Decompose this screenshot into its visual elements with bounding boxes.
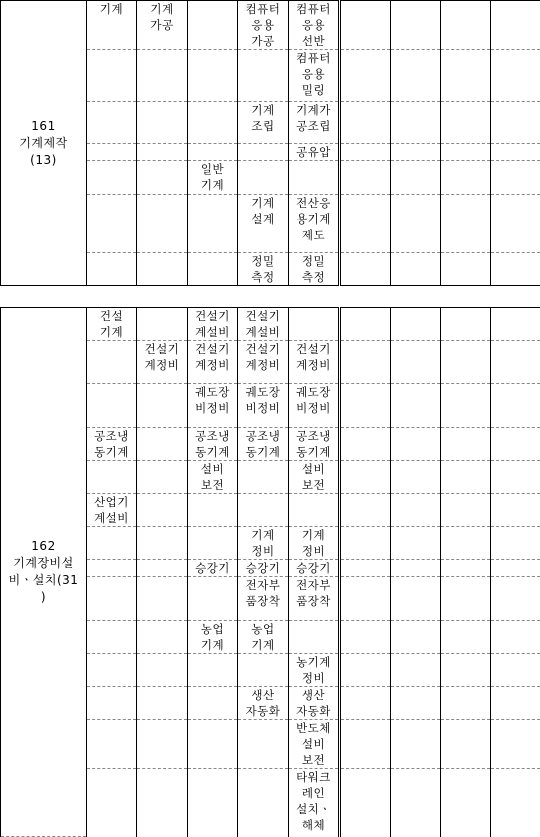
table-cell xyxy=(188,527,238,560)
table-cell xyxy=(188,494,238,527)
table-cell xyxy=(340,50,391,102)
table-cell xyxy=(289,577,340,621)
table-cell xyxy=(188,769,238,837)
cell-text: 공조냉 동기계 xyxy=(238,428,288,460)
table-cell xyxy=(441,144,491,161)
table-cell xyxy=(137,161,188,195)
cell-text: 궤도장 비정비 xyxy=(238,384,288,416)
table-cell xyxy=(87,621,137,654)
table-cell xyxy=(289,769,340,837)
cell-text: 공유압 xyxy=(289,144,338,160)
table-cell xyxy=(188,720,238,769)
table-cell xyxy=(289,687,340,720)
table-cell xyxy=(491,144,540,161)
table-cell xyxy=(491,461,540,494)
table-cell xyxy=(188,341,238,384)
table-cell xyxy=(340,102,391,144)
table-cell xyxy=(137,527,188,560)
table-cell xyxy=(340,494,391,527)
cell-text: 공조냉 동기계 xyxy=(289,428,338,460)
table-cell xyxy=(137,308,188,341)
table-cell xyxy=(491,577,540,621)
table-cell xyxy=(238,654,289,687)
table-cell xyxy=(441,560,491,577)
table-cell xyxy=(391,621,441,654)
category-label: 162 기계장비설 비ㆍ설치(31 ) xyxy=(1,538,86,606)
table-cell xyxy=(289,253,340,286)
table-cell xyxy=(441,1,491,50)
table-cell xyxy=(441,50,491,102)
table-cell xyxy=(188,144,238,161)
cell-text: 기계 정비 xyxy=(238,527,288,559)
cell-text: 생산 자동화 xyxy=(289,687,338,719)
table-cell xyxy=(441,102,491,144)
table-cell xyxy=(238,161,289,195)
table-cell xyxy=(441,461,491,494)
table-cell xyxy=(340,341,391,384)
table-cell xyxy=(188,654,238,687)
table-cell xyxy=(87,161,137,195)
table-cell xyxy=(87,253,137,286)
table-cell xyxy=(491,308,540,341)
table-cell xyxy=(87,1,137,50)
table-cell xyxy=(391,720,441,769)
table-cell xyxy=(491,527,540,560)
table-cell xyxy=(87,769,137,837)
table-cell xyxy=(87,341,137,384)
table-cell xyxy=(441,428,491,461)
cell-text: 건설기 계설비 xyxy=(238,308,288,340)
table-cell xyxy=(491,621,540,654)
category-label: 161 기계제작 (13) xyxy=(1,118,86,169)
table-cell xyxy=(87,527,137,560)
table-cell xyxy=(391,161,441,195)
table-cell xyxy=(87,144,137,161)
cell-text: 승강기 xyxy=(188,560,237,576)
table-cell xyxy=(188,253,238,286)
cell-text: 기계 설계 xyxy=(238,195,288,227)
table-cell xyxy=(340,308,391,341)
table-cell xyxy=(441,621,491,654)
table-cell xyxy=(188,577,238,621)
table-cell xyxy=(391,769,441,837)
table-cell xyxy=(391,195,441,253)
table-cell xyxy=(441,527,491,560)
table-cell xyxy=(238,527,289,560)
table-cell xyxy=(289,50,340,102)
table-cell xyxy=(87,384,137,428)
table-cell xyxy=(491,687,540,720)
table-cell xyxy=(289,494,340,527)
table-cell xyxy=(491,560,540,577)
table-cell xyxy=(137,341,188,384)
table-cell xyxy=(238,769,289,837)
table-cell xyxy=(87,428,137,461)
table-cell xyxy=(391,687,441,720)
table-cell xyxy=(238,621,289,654)
table-cell xyxy=(238,1,289,50)
table-cell xyxy=(391,341,441,384)
table-cell xyxy=(137,253,188,286)
table-cell xyxy=(188,50,238,102)
cell-text: 컴퓨터 응용 밀링 xyxy=(289,50,338,98)
table-cell xyxy=(289,308,340,341)
cell-text: 농기계 정비 xyxy=(289,654,338,686)
cell-text: 정밀 측정 xyxy=(289,253,338,285)
table-cell xyxy=(340,384,391,428)
cell-text: 설비 보전 xyxy=(188,461,237,493)
table-cell xyxy=(137,428,188,461)
table-cell xyxy=(289,560,340,577)
table-cell xyxy=(441,720,491,769)
table-cell xyxy=(238,253,289,286)
table-cell xyxy=(441,341,491,384)
cell-text: 건설기 계정비 xyxy=(137,341,187,373)
cell-text: 공조냉 동기계 xyxy=(188,428,237,460)
table-cell xyxy=(491,102,540,144)
table-cell xyxy=(391,494,441,527)
cell-text: 공조냉 동기계 xyxy=(87,428,136,460)
table-cell xyxy=(340,144,391,161)
table-cell xyxy=(491,769,540,837)
cell-text: 승강기 xyxy=(238,560,288,576)
table-cell xyxy=(137,50,188,102)
table-cell xyxy=(238,428,289,461)
table-cell xyxy=(238,144,289,161)
table-cell xyxy=(391,308,441,341)
table-cell xyxy=(188,560,238,577)
table-cell xyxy=(340,560,391,577)
cell-text: 전자부 품장착 xyxy=(289,577,338,609)
table-cell xyxy=(391,560,441,577)
cell-text: 농업 기계 xyxy=(188,621,237,653)
table-cell xyxy=(289,428,340,461)
table-cell xyxy=(137,687,188,720)
table-cell xyxy=(391,50,441,102)
table-cell xyxy=(188,102,238,144)
table-cell xyxy=(188,161,238,195)
cell-text: 설비 보전 xyxy=(289,461,338,493)
table-cell xyxy=(491,1,540,50)
table-cell xyxy=(491,195,540,253)
table-cell xyxy=(289,720,340,769)
table-cell xyxy=(441,308,491,341)
cell-text: 건설기 계정비 xyxy=(238,341,288,373)
table-cell xyxy=(137,1,188,50)
table-cell xyxy=(87,687,137,720)
table-cell xyxy=(340,577,391,621)
cell-text: 건설기 계정비 xyxy=(188,341,237,373)
table-cell xyxy=(137,769,188,837)
table-cell xyxy=(137,384,188,428)
table-cell xyxy=(188,428,238,461)
table-cell xyxy=(188,1,238,50)
table-cell xyxy=(188,195,238,253)
table-cell xyxy=(491,494,540,527)
table-cell xyxy=(491,50,540,102)
qualification-table-161 xyxy=(0,0,540,286)
table-cell xyxy=(87,50,137,102)
table-cell xyxy=(87,102,137,144)
table-cell xyxy=(340,687,391,720)
table-cell xyxy=(87,308,137,341)
table-cell xyxy=(441,195,491,253)
table-cell xyxy=(340,654,391,687)
table-cell xyxy=(391,577,441,621)
table-cell xyxy=(87,560,137,577)
table-cell xyxy=(289,1,340,50)
table-cell xyxy=(391,527,441,560)
cell-text: 궤도장 비정비 xyxy=(188,384,237,416)
table-cell xyxy=(289,195,340,253)
table-cell xyxy=(137,577,188,621)
qualification-table-162 xyxy=(0,307,540,837)
table-cell xyxy=(441,253,491,286)
table-cell xyxy=(137,720,188,769)
table-cell xyxy=(391,384,441,428)
cell-text: 건설 기계 xyxy=(87,308,136,340)
table-cell xyxy=(238,384,289,428)
table-cell xyxy=(391,102,441,144)
cell-text: 기계 xyxy=(87,1,136,17)
table-cell xyxy=(137,195,188,253)
table-cell xyxy=(289,461,340,494)
table-cell xyxy=(289,102,340,144)
table-cell xyxy=(391,253,441,286)
table-cell xyxy=(87,494,137,527)
table-cell xyxy=(340,253,391,286)
table-cell xyxy=(391,428,441,461)
table-cell xyxy=(340,769,391,837)
cell-text: 건설기 계설비 xyxy=(188,308,237,340)
table-cell xyxy=(137,461,188,494)
table-cell xyxy=(391,144,441,161)
table-cell xyxy=(340,161,391,195)
table-cell xyxy=(137,102,188,144)
table-cell xyxy=(238,308,289,341)
table-cell xyxy=(491,654,540,687)
table-cell xyxy=(188,461,238,494)
table-cell xyxy=(137,494,188,527)
table-cell xyxy=(491,161,540,195)
cell-text: 산업기 계설비 xyxy=(87,494,136,526)
table-cell xyxy=(188,384,238,428)
table-cell xyxy=(340,720,391,769)
cell-text: 생산 자동화 xyxy=(238,687,288,719)
table-cell xyxy=(87,720,137,769)
table-cell xyxy=(340,461,391,494)
table-cell xyxy=(491,428,540,461)
table-cell xyxy=(137,654,188,687)
cell-text: 궤도장 비정비 xyxy=(289,384,338,416)
table-cell xyxy=(289,144,340,161)
table-cell xyxy=(289,654,340,687)
table-cell xyxy=(188,621,238,654)
table-cell xyxy=(441,161,491,195)
table-cell xyxy=(238,687,289,720)
cell-text: 농업 기계 xyxy=(238,621,288,653)
table-cell xyxy=(238,50,289,102)
table-cell xyxy=(238,560,289,577)
table-cell xyxy=(238,577,289,621)
table-cell xyxy=(289,341,340,384)
table-row xyxy=(1,308,540,341)
table-cell xyxy=(137,560,188,577)
table-cell xyxy=(87,195,137,253)
table-cell xyxy=(491,253,540,286)
table-row xyxy=(1,1,540,50)
table-cell xyxy=(238,102,289,144)
cell-text: 건설기 계정비 xyxy=(289,341,338,373)
cell-text: 기계 가공 xyxy=(137,1,187,33)
table-cell xyxy=(491,720,540,769)
cell-text: 타워크 레인 설치ㆍ 해체 xyxy=(289,769,338,833)
table-cell xyxy=(441,577,491,621)
table-cell xyxy=(238,461,289,494)
table-cell xyxy=(188,687,238,720)
table-cell xyxy=(441,654,491,687)
category-cell xyxy=(1,308,87,837)
table-cell xyxy=(340,428,391,461)
cell-text: 전자부 품장착 xyxy=(238,577,288,609)
table-cell xyxy=(87,577,137,621)
table-cell xyxy=(441,384,491,428)
table-cell xyxy=(340,195,391,253)
table-cell xyxy=(340,1,391,50)
table-cell xyxy=(391,1,441,50)
cell-text: 일반 기계 xyxy=(188,161,237,193)
category-cell xyxy=(1,1,87,286)
cell-text: 승강기 xyxy=(289,560,338,576)
table-cell xyxy=(188,308,238,341)
table-cell xyxy=(87,654,137,687)
table-cell xyxy=(391,461,441,494)
table-cell xyxy=(491,384,540,428)
cell-text: 기계가 공조립 xyxy=(289,102,338,134)
table-cell xyxy=(238,341,289,384)
table-cell xyxy=(441,687,491,720)
table-cell xyxy=(441,769,491,837)
table-cell xyxy=(238,494,289,527)
cell-text: 기계 조립 xyxy=(238,102,288,134)
table-cell xyxy=(289,621,340,654)
cell-text: 반도체 설비 보전 xyxy=(289,720,338,768)
table-cell xyxy=(441,494,491,527)
cell-text: 전산응 용기계 제도 xyxy=(289,195,338,243)
cell-text: 컴퓨터 응용 가공 xyxy=(238,1,288,49)
cell-text: 컴퓨터 응용 선반 xyxy=(289,1,338,49)
table-cell xyxy=(289,384,340,428)
table-cell xyxy=(340,527,391,560)
table-cell xyxy=(137,621,188,654)
table-cell xyxy=(340,621,391,654)
table-cell xyxy=(289,527,340,560)
table-cell xyxy=(238,720,289,769)
table-cell xyxy=(491,341,540,384)
table-cell xyxy=(238,195,289,253)
table-cell xyxy=(87,461,137,494)
table-cell xyxy=(137,144,188,161)
table-cell xyxy=(391,654,441,687)
table-cell xyxy=(289,161,340,195)
cell-text: 정밀 측정 xyxy=(238,253,288,285)
cell-text: 기계 정비 xyxy=(289,527,338,559)
